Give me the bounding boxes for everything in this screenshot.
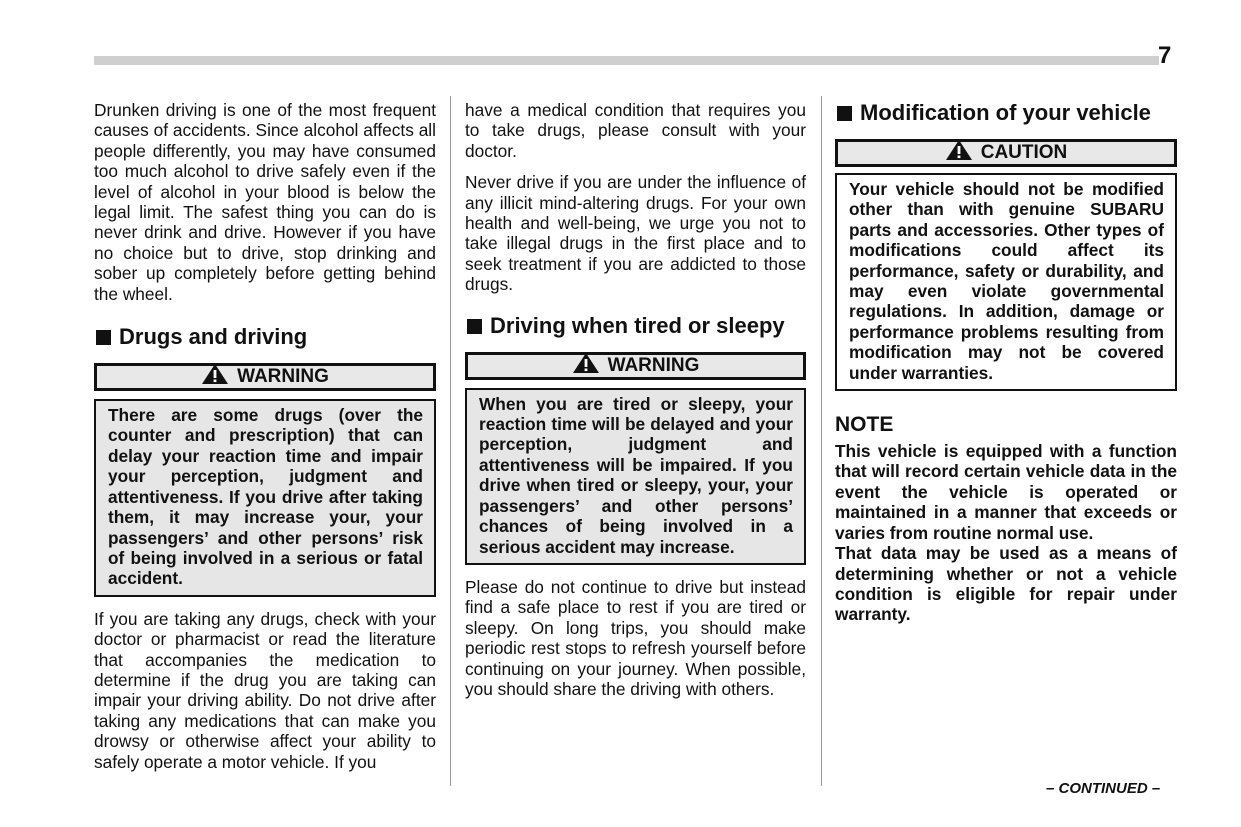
warning-label: WARNING [607,354,700,376]
note-paragraph-1: This vehicle is equipped with a function that will record certain vehicle data in the event the vehicle is operated or maintained in a manner that exceeds or varies from routine normal use. [835,441,1177,543]
column-divider [450,96,451,786]
column-2 [465,100,806,699]
section-heading-tired: Driving when tired or sleepy [465,313,806,339]
caution-triangle-icon [945,139,973,167]
warning-text: When you are tired or sleepy, your reaction time will be delayed and your perception, judgment and attentiveness will be impaired. If you drive when tired or sleepy, your, your passengers’ and other persons’ chances of being involved in a serious accident may increase. [479,393,793,557]
warning-header [94,363,436,391]
column-1 [94,100,436,772]
warning-triangle-icon [201,363,229,391]
warning-label: WARNING [237,366,329,388]
caution-header [835,139,1177,167]
illicit-drugs-paragraph: Never drive if you are under the influence of any illicit mind-altering drugs. For your own health and well-being, we urge you not to take illegal drugs in the first place and to seek treatment if you are addicted to those drugs. [465,172,806,295]
note-title: NOTE [835,413,894,437]
caution-body [835,173,1177,391]
header-rule [94,56,1159,65]
warning-body [94,399,436,597]
drugs-paragraph: If you are taking any drugs, check with your doctor or pharmacist or read the literature that accompanies the medication to determine if the drug you are taking can impair your driving ability. Do not drive after taking any medications that can make you drowsy or otherwise affect your ability to safely operate a motor vehicle. If you [94,608,436,772]
page-number: 7 [1158,42,1172,69]
section-heading-modification: Modification of your vehicle [835,100,1177,126]
intro-paragraph: Drunken driving is one of the most frequent causes of accidents. Since alcohol affects all people differently, you may have consumed too much alcohol to drive safely even if the level of alcohol in your blood is below the legal limit. The safest thing you can do is never drink and drive. However if you have no choice but to drive, stop drinking and sober up completely before getting behind the wheel. [94,100,436,304]
caution-label: CAUTION [980,142,1068,163]
caution-text: Your vehicle should not be modified other than with genuine SUBARU parts and accessories. Other types of modifications could affect its performance, safety or durability, and may even violate governmental regulations. In addition, damage or performance problems resulting from modification may not be covered under warranties. [849,179,1164,383]
rest-paragraph: Please do not continue to drive but instead find a safe place to rest if you are tired or sleepy. On long trips, you should make periodic rest stops to refresh yourself before continuing on your journey. When possible, you should share the driving with others. [465,576,806,699]
warning-body [465,388,806,565]
note-section [835,413,1177,625]
continued-footer: – CONTINUED – [1046,780,1161,797]
square-bullet-icon [467,319,482,334]
square-bullet-icon [96,330,111,345]
column-divider [821,96,822,786]
note-paragraph-2: That data may be used as a means of determining whether or not a vehicle condition is eligible for repair under warranty. [835,543,1177,625]
section-heading-drugs: Drugs and driving [94,324,436,350]
warning-header [465,352,806,380]
warning-text: There are some drugs (over the counter and prescription) that can delay your reaction time and impair your perception, judgment and attentiveness. If you drive after taking them, it may increase your, your passengers’ and other persons’ risk of being involved in a serious or fatal accident. [108,405,423,589]
warning-triangle-icon [572,352,600,380]
continued-paragraph: have a medical condition that requires you to take drugs, please consult with your doctor. [465,100,806,161]
square-bullet-icon [837,106,852,121]
column-3 [835,100,1177,625]
